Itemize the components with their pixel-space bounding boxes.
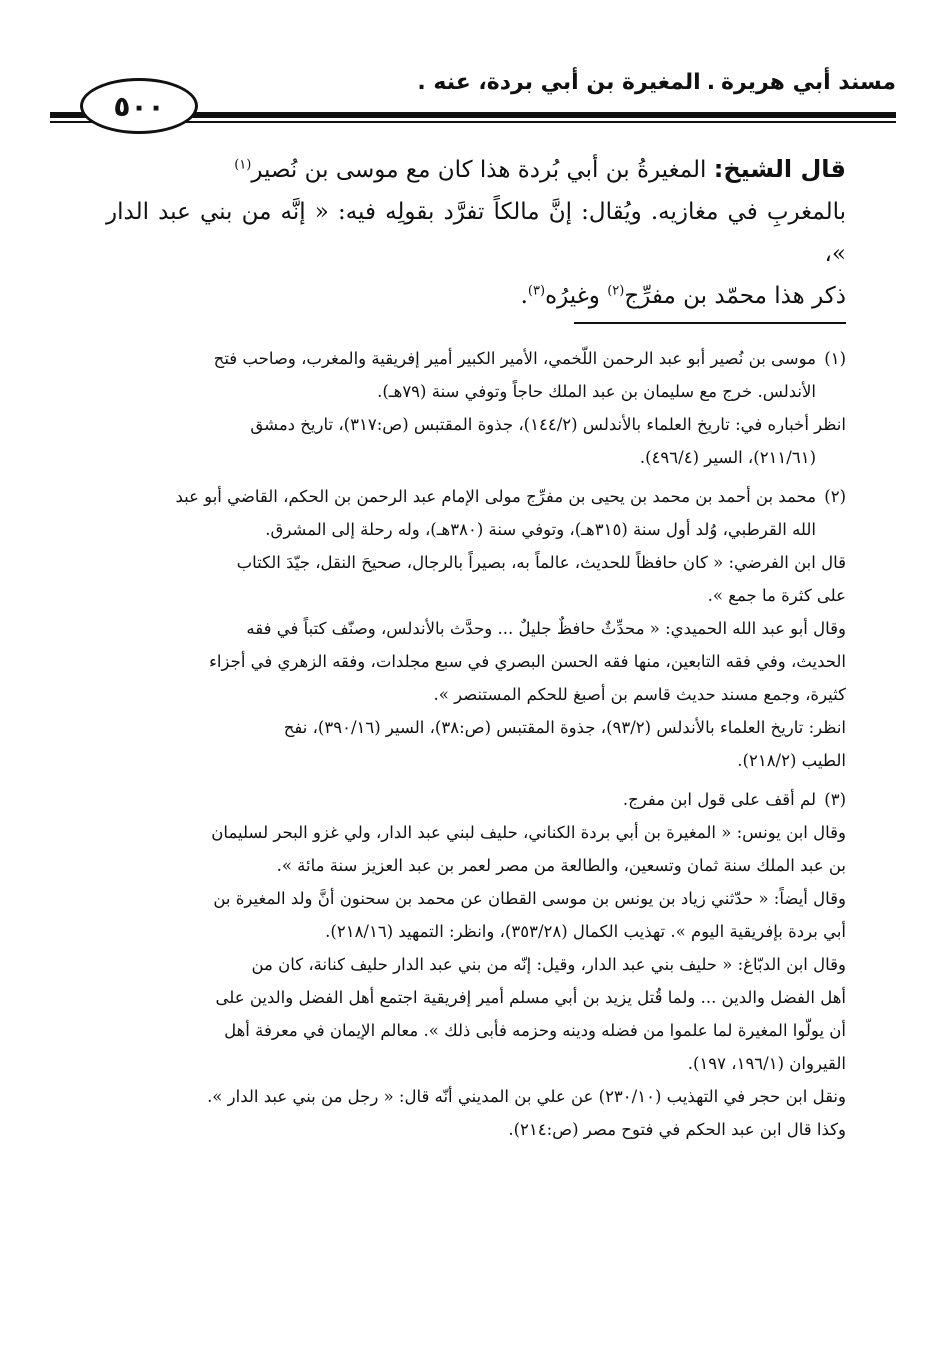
footnote-line: قال ابن الفرضي: « كان حافظاً للحديث، عالماً به، بصيراً بالرجال، صحيحَ النقل، جيّدَ الكتاب: [236, 553, 846, 572]
footnote-ref-2[interactable]: (٢): [607, 283, 625, 299]
footnote-number: (١): [824, 349, 846, 368]
main-line-1: [106, 148, 846, 191]
footnote-1: [98, 342, 846, 474]
footnote-ref-1[interactable]: (١): [234, 157, 252, 173]
lead-phrase: قال الشيخ:: [713, 155, 846, 183]
footnote-line: وقال أبو عبد الله الحميدي: « محدِّثٌ حافظٌ جليلٌ ... وحدَّث بالأندلس، وصنّف كتباً في فقه: [246, 619, 846, 638]
main-line-3-a: ذكر هذا محمّد بن مفرِّج: [624, 283, 846, 309]
footnote-line: وقال أيضاً: « حدّثني زياد بن يونس بن موسى القطان عن محمد بن سحنون أنَّ ولد المغيرة بن: [213, 889, 846, 908]
footnote-line: انظر أخباره في: تاريخ العلماء بالأندلس (١٤٤/٢)، جذوة المقتبس (ص:٣١٧)، تاريخ دمشق: [250, 415, 846, 434]
page-number-badge: [80, 78, 198, 134]
footnote-line: أن يولّوا المغيرة لما علموا من فضله ودينه وحزمه فأبى ذلك ». معالم الإيمان في معرفة أهل: [224, 1021, 846, 1040]
footnote-line: بن عبد الملك سنة ثمان وتسعين، والطالعة من مصر لعمر بن عبد العزيز سنة مائة ».: [276, 856, 846, 875]
main-line-2: بالمغربِ في مغازيه. ويُقال: إنَّ مالكاً تفرَّد بقولِه فيه: « إنَّه من بني عبد الدار »،: [106, 199, 846, 267]
page-number: ٥٠٠: [113, 89, 165, 123]
footnotes: [98, 342, 846, 1152]
footnote-line: الأندلس. خرج مع سليمان بن عبد الملك حاجاً وتوفي سنة (٧٩هـ).: [377, 382, 816, 401]
main-line-3: [106, 275, 846, 317]
footnote-number: (٢): [824, 487, 846, 506]
main-text: [106, 148, 846, 317]
footnote-line: الله القرطبي، وُلد أول سنة (٣١٥هـ)، وتوفي سنة (٣٨٠هـ)، وله رحلة إلى المشرق.: [265, 520, 816, 539]
footnote-line: محمد بن أحمد بن محمد بن يحيى بن مفرِّج مولى الإمام عبد الرحمن بن الحكم، القاضي أبو عبد: [175, 487, 816, 506]
footnote-line: الطيب (٢١٨/٢).: [737, 751, 846, 770]
footnote-line: على كثرة ما جمع ».: [707, 586, 846, 605]
footnote-ref-3[interactable]: (٣): [527, 283, 546, 299]
footnote-separator: [574, 322, 846, 324]
main-line-1-text: المغيرةُ بن أبي بُردة هذا كان مع موسى بن نُصير: [251, 157, 707, 183]
main-line-3-c: .: [520, 283, 528, 309]
footnote-line: كثيرة، وجمع مسند حديث قاسم بن أصبغ للحكم المستنصر ».: [433, 685, 846, 704]
footnote-line: أهل الفضل والدين ... ولما قُتل يزيد بن أبي مسلم أمير إفريقية اجتمع أهل الفضل والدين على: [215, 988, 846, 1007]
footnote-line: وقال ابن يونس: « المغيرة بن أبي بردة الكناني، حليف لبني عبد الدار، ولي غزو البحر لسليمان: [211, 823, 846, 842]
footnote-line: ونقل ابن حجر في التهذيب (٢٣٠/١٠) عن علي بن المديني أنّه قال: « رجل من بني عبد الدار ».: [207, 1087, 846, 1106]
footnote-2: [98, 480, 846, 777]
main-line-3-b: وغيرُه: [545, 283, 600, 309]
title-end-dot: .: [417, 70, 434, 95]
footnote-line: (٢١١/٦١)، السير (٤٩٦/٤).: [639, 448, 816, 467]
footnote-line: القيروان (١٩٦/١، ١٩٧).: [687, 1054, 846, 1073]
footnote-line: أبي بردة بإفريقية اليوم ». تهذيب الكمال (٣٥٣/٢٨)، وانظر: التمهيد (٢١٨/١٦).: [325, 922, 846, 941]
footnote-line: موسى بن نُصير أبو عبد الرحمن اللّخمي، الأمير الكبير أمير إفريقية والمغرب، وصاحب فتح: [213, 349, 816, 368]
footnote-line: انظر: تاريخ العلماء بالأندلس (٩٣/٢)، جذوة المقتبس (ص:٣٨)، السير (٣٩٠/١٦)، نفح: [283, 718, 846, 737]
footnote-line: وكذا قال ابن عبد الحكم في فتوح مصر (ص:٢١٤).: [508, 1120, 846, 1139]
footnote-line: وقال ابن الدبّاغ: « حليف بني عبد الدار، وقيل: إنّه من بني عبد الدار حليف كنانة، كان من: [251, 955, 846, 974]
footnote-line: الحديث، وفي فقه التابعين، منها فقه الحسن البصري في سبع مجلدات، وفقه الزهري في أجزاء: [209, 652, 846, 671]
footnote-line: لم أقف على قول ابن مفرج.: [622, 790, 816, 809]
book-title: مسند أبي هريرة: [721, 70, 896, 95]
running-title: [417, 70, 896, 95]
running-header: [50, 58, 896, 148]
footnote-3: [98, 783, 846, 1146]
footnote-number: (٣): [824, 790, 846, 809]
section-title: المغيرة بن أبي بردة، عنه: [433, 70, 701, 95]
title-separator: .: [706, 70, 716, 95]
